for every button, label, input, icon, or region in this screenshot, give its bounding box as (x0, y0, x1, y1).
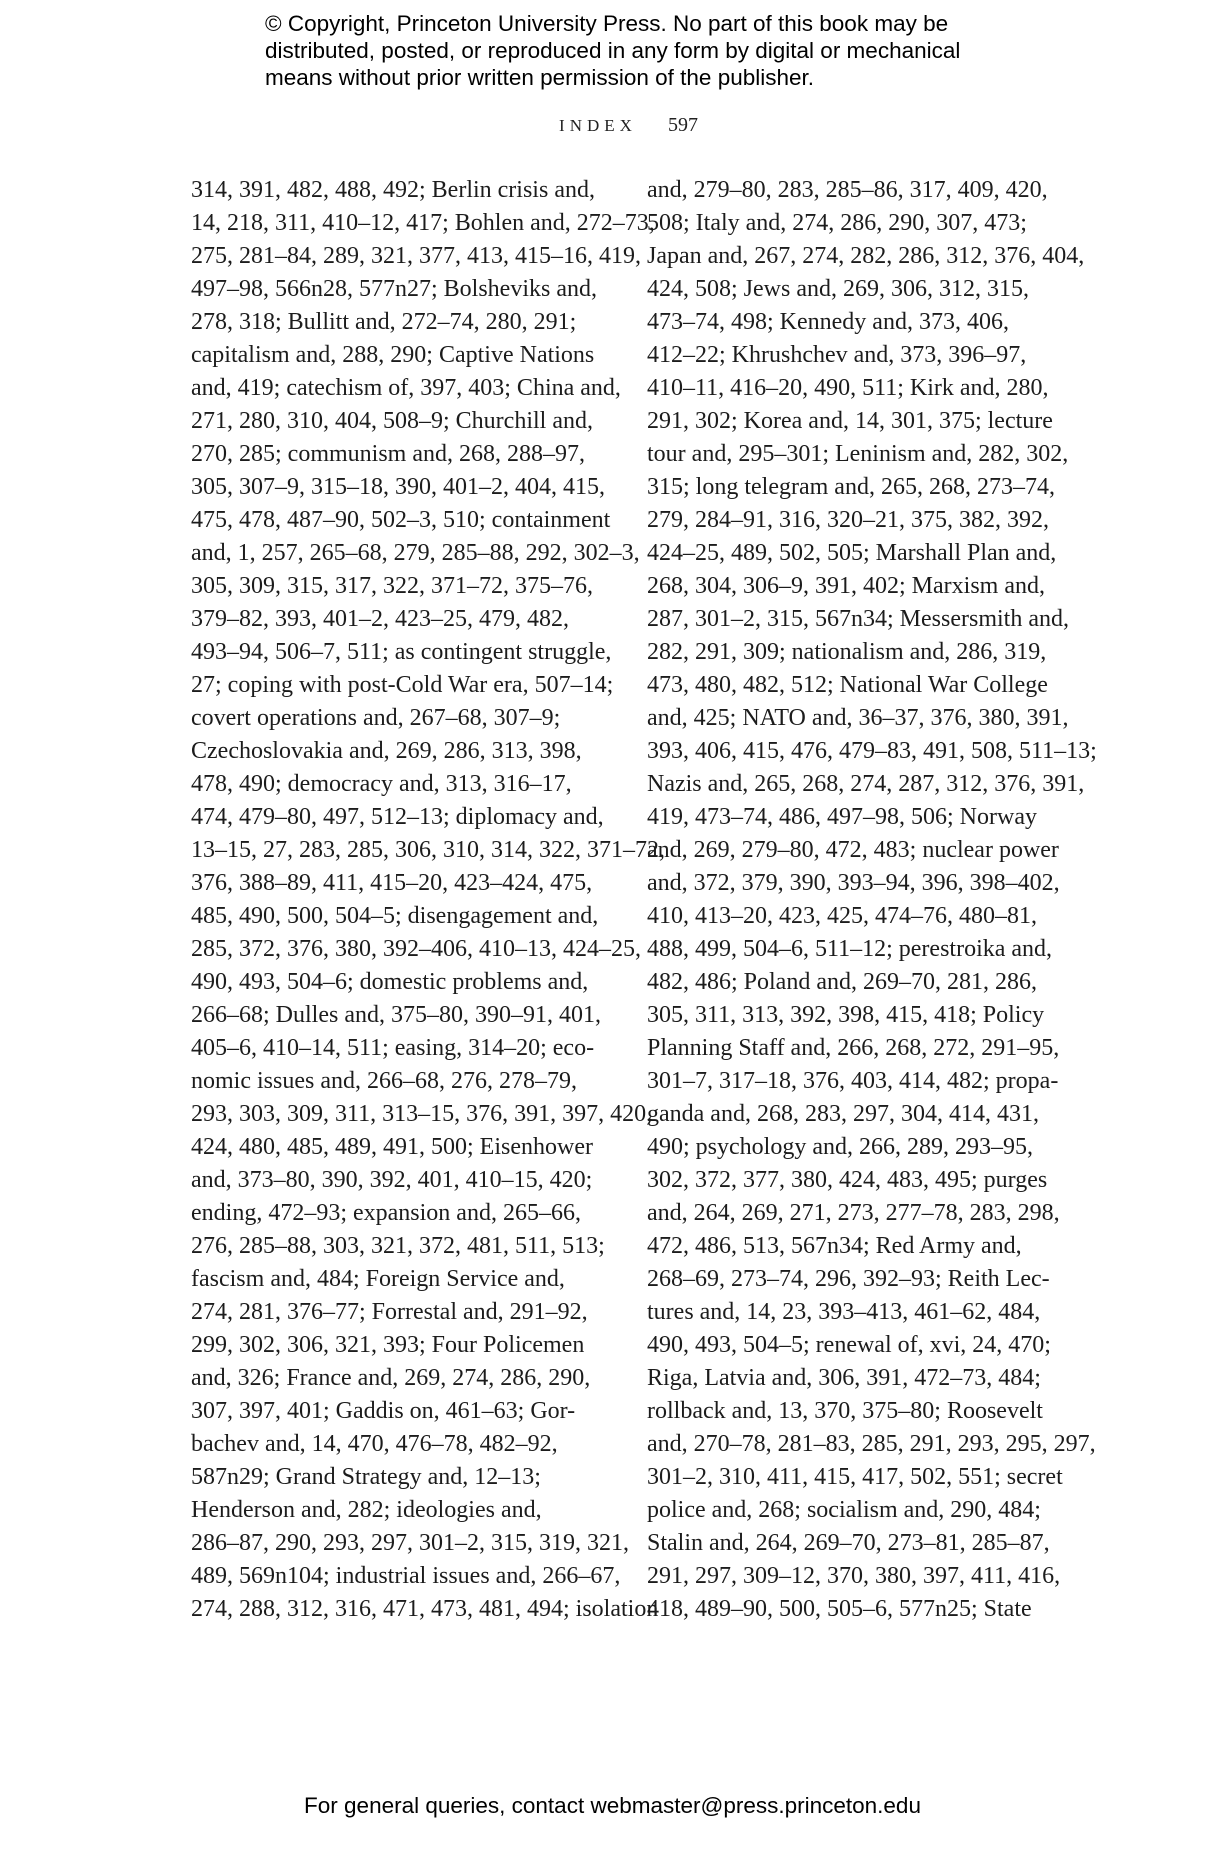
index-line: 424, 480, 485, 489, 491, 500; Eisenhower (191, 1134, 593, 1160)
index-line: 301–7, 317–18, 376, 403, 414, 482; propa- (647, 1068, 1059, 1094)
index-line: 472, 486, 513, 567n34; Red Army and, (647, 1233, 1022, 1259)
index-line: rollback and, 13, 370, 375–80; Roosevelt (647, 1398, 1043, 1424)
index-line: and, 326; France and, 269, 274, 286, 290, (191, 1365, 591, 1391)
index-line: 268–69, 273–74, 296, 392–93; Reith Lec- (647, 1266, 1050, 1292)
index-line: 475, 478, 487–90, 502–3, 510; containment (191, 507, 611, 533)
index-line: 268, 304, 306–9, 391, 402; Marxism and, (647, 573, 1045, 599)
index-line: 13–15, 27, 283, 285, 306, 310, 314, 322, 371–72, (191, 837, 665, 863)
index-line: 266–68; Dulles and, 375–80, 390–91, 401, (191, 1002, 601, 1028)
running-head-title: INDEX (559, 116, 637, 135)
index-line: 270, 285; communism and, 268, 288–97, (191, 441, 585, 467)
page-number: 597 (667, 114, 698, 136)
index-line: 305, 307–9, 315–18, 390, 401–2, 404, 415, (191, 474, 605, 500)
index-line: and, 425; NATO and, 36–37, 376, 380, 391, (647, 705, 1069, 731)
index-line: 410, 413–20, 423, 425, 474–76, 480–81, (647, 903, 1037, 929)
copyright-notice (265, 10, 1025, 91)
index-line: 307, 397, 401; Gaddis on, 461–63; Gor- (191, 1398, 576, 1424)
index-line: 490, 493, 504–5; renewal of, xvi, 24, 470; (647, 1332, 1051, 1358)
index-line: 315; long telegram and, 265, 268, 273–74, (647, 474, 1055, 500)
index-line: 488, 499, 504–6, 511–12; perestroika and, (647, 936, 1053, 962)
index-line: and, 1, 257, 265–68, 279, 285–88, 292, 302–3, (191, 540, 640, 566)
index-line: 490, 493, 504–6; domestic problems and, (191, 969, 589, 995)
index-line: 497–98, 566n28, 577n27; Bolsheviks and, (191, 276, 597, 302)
index-line: 587n29; Grand Strategy and, 12–13; (191, 1464, 541, 1490)
index-line: 508; Italy and, 274, 286, 290, 307, 473; (647, 210, 1027, 236)
index-line: Riga, Latvia and, 306, 391, 472–73, 484; (647, 1365, 1041, 1391)
index-line: and, 419; catechism of, 397, 403; China and, (191, 375, 621, 401)
index-line: 286–87, 290, 293, 297, 301–2, 315, 319, 321, (191, 1530, 629, 1556)
index-line: Planning Staff and, 266, 268, 272, 291–95, (647, 1035, 1060, 1061)
index-line: 301–2, 310, 411, 415, 417, 502, 551; secret (647, 1464, 1063, 1490)
index-line: and, 279–80, 283, 285–86, 317, 409, 420, (647, 177, 1048, 203)
index-line: 291, 297, 309–12, 370, 380, 397, 411, 416, (647, 1563, 1061, 1589)
index-line: 410–11, 416–20, 490, 511; Kirk and, 280, (647, 375, 1049, 401)
index-line: and, 264, 269, 271, 273, 277–78, 283, 298, (647, 1200, 1060, 1226)
index-line: 424–25, 489, 502, 505; Marshall Plan and, (647, 540, 1057, 566)
index-line: Henderson and, 282; ideologies and, (191, 1497, 542, 1523)
index-line: 405–6, 410–14, 511; easing, 314–20; eco- (191, 1035, 595, 1061)
index-line: 278, 318; Bullitt and, 272–74, 280, 291; (191, 309, 577, 335)
index-line: tures and, 14, 23, 393–413, 461–62, 484, (647, 1299, 1041, 1325)
index-column-right (647, 174, 1097, 1626)
index-line: 305, 311, 313, 392, 398, 415, 418; Policy (647, 1002, 1045, 1028)
index-line: 485, 490, 500, 504–5; disengagement and, (191, 903, 599, 929)
index-line: 302, 372, 377, 380, 424, 483, 495; purges (647, 1167, 1048, 1193)
index-line: Nazis and, 265, 268, 274, 287, 312, 376, 391, (647, 771, 1085, 797)
index-line: Stalin and, 264, 269–70, 273–81, 285–87, (647, 1530, 1050, 1556)
index-line: 418, 489–90, 500, 505–6, 577n25; State (647, 1596, 1032, 1622)
index-line: tour and, 295–301; Leninism and, 282, 302, (647, 441, 1069, 467)
index-line: and, 269, 279–80, 472, 483; nuclear power (647, 837, 1059, 863)
index-line: 393, 406, 415, 476, 479–83, 491, 508, 511–13; (647, 738, 1097, 764)
index-line: and, 270–78, 281–83, 285, 291, 293, 295, 297, (647, 1431, 1096, 1457)
index-line: 314, 391, 482, 488, 492; Berlin crisis and, (191, 177, 595, 203)
index-line: 287, 301–2, 315, 567n34; Messersmith and, (647, 606, 1069, 632)
copyright-line: distributed, posted, or reproduced in any form by digital or mechanical (265, 38, 961, 63)
index-line: 299, 302, 306, 321, 393; Four Policemen (191, 1332, 585, 1358)
index-line: 271, 280, 310, 404, 508–9; Churchill and, (191, 408, 593, 434)
running-head (0, 114, 1225, 137)
index-line: 473, 480, 482, 512; National War College (647, 672, 1048, 698)
index-line: police and, 268; socialism and, 290, 484; (647, 1497, 1041, 1523)
index-line: 482, 486; Poland and, 269–70, 281, 286, (647, 969, 1037, 995)
index-line: 474, 479–80, 497, 512–13; diplomacy and, (191, 804, 604, 830)
index-line: 305, 309, 315, 317, 322, 371–72, 375–76, (191, 573, 593, 599)
index-line: 490; psychology and, 266, 289, 293–95, (647, 1134, 1033, 1160)
index-column-left (191, 174, 665, 1626)
index-line: ganda and, 268, 283, 297, 304, 414, 431, (647, 1101, 1039, 1127)
footer-contact: For general queries, contact webmaster@press.princeton.edu (304, 1793, 921, 1818)
index-line: covert operations and, 267–68, 307–9; (191, 705, 561, 731)
index-line: Japan and, 267, 274, 282, 286, 312, 376, 404, (647, 243, 1085, 269)
index-line: 419, 473–74, 486, 497–98, 506; Norway (647, 804, 1037, 830)
index-line: 291, 302; Korea and, 14, 301, 375; lecture (647, 408, 1053, 434)
index-line: 14, 218, 311, 410–12, 417; Bohlen and, 272–73, (191, 210, 655, 236)
index-line: 276, 285–88, 303, 321, 372, 481, 511, 513; (191, 1233, 605, 1259)
copyright-line: © Copyright, Princeton University Press. No part of this book may be (265, 11, 949, 36)
index-line: fascism and, 484; Foreign Service and, (191, 1266, 565, 1292)
index-line: 379–82, 393, 401–2, 423–25, 479, 482, (191, 606, 569, 632)
index-line: 376, 388–89, 411, 415–20, 423–424, 475, (191, 870, 593, 896)
index-line: 293, 303, 309, 311, 313–15, 376, 391, 397, 420, (191, 1101, 653, 1127)
index-line: and, 373–80, 390, 392, 401, 410–15, 420; (191, 1167, 593, 1193)
index-line: 489, 569n104; industrial issues and, 266–67, (191, 1563, 621, 1589)
index-line: 493–94, 506–7, 511; as contingent struggle, (191, 639, 612, 665)
index-line: 412–22; Khrushchev and, 373, 396–97, (647, 342, 1027, 368)
index-line: 274, 288, 312, 316, 471, 473, 481, 494; isolation (191, 1596, 659, 1622)
index-line: 478, 490; democracy and, 313, 316–17, (191, 771, 572, 797)
index-line: 473–74, 498; Kennedy and, 373, 406, (647, 309, 1009, 335)
index-line: capitalism and, 288, 290; Captive Nations (191, 342, 595, 368)
index-line: bachev and, 14, 470, 476–78, 482–92, (191, 1431, 558, 1457)
index-line: ending, 472–93; expansion and, 265–66, (191, 1200, 581, 1226)
index-line: 424, 508; Jews and, 269, 306, 312, 315, (647, 276, 1029, 302)
index-line: and, 372, 379, 390, 393–94, 396, 398–402, (647, 870, 1060, 896)
index-line: 285, 372, 376, 380, 392–406, 410–13, 424–25, (191, 936, 641, 962)
index-line: 275, 281–84, 289, 321, 377, 413, 415–16, 419, (191, 243, 641, 269)
index-line: 274, 281, 376–77; Forrestal and, 291–92, (191, 1299, 588, 1325)
copyright-line: means without prior written permission of the publisher. (265, 65, 815, 90)
index-line: 282, 291, 309; nationalism and, 286, 319, (647, 639, 1047, 665)
index-line: Czechoslovakia and, 269, 286, 313, 398, (191, 738, 582, 764)
index-line: 279, 284–91, 316, 320–21, 375, 382, 392, (647, 507, 1049, 533)
index-line: nomic issues and, 266–68, 276, 278–79, (191, 1068, 577, 1094)
index-line: 27; coping with post-Cold War era, 507–14; (191, 672, 614, 698)
